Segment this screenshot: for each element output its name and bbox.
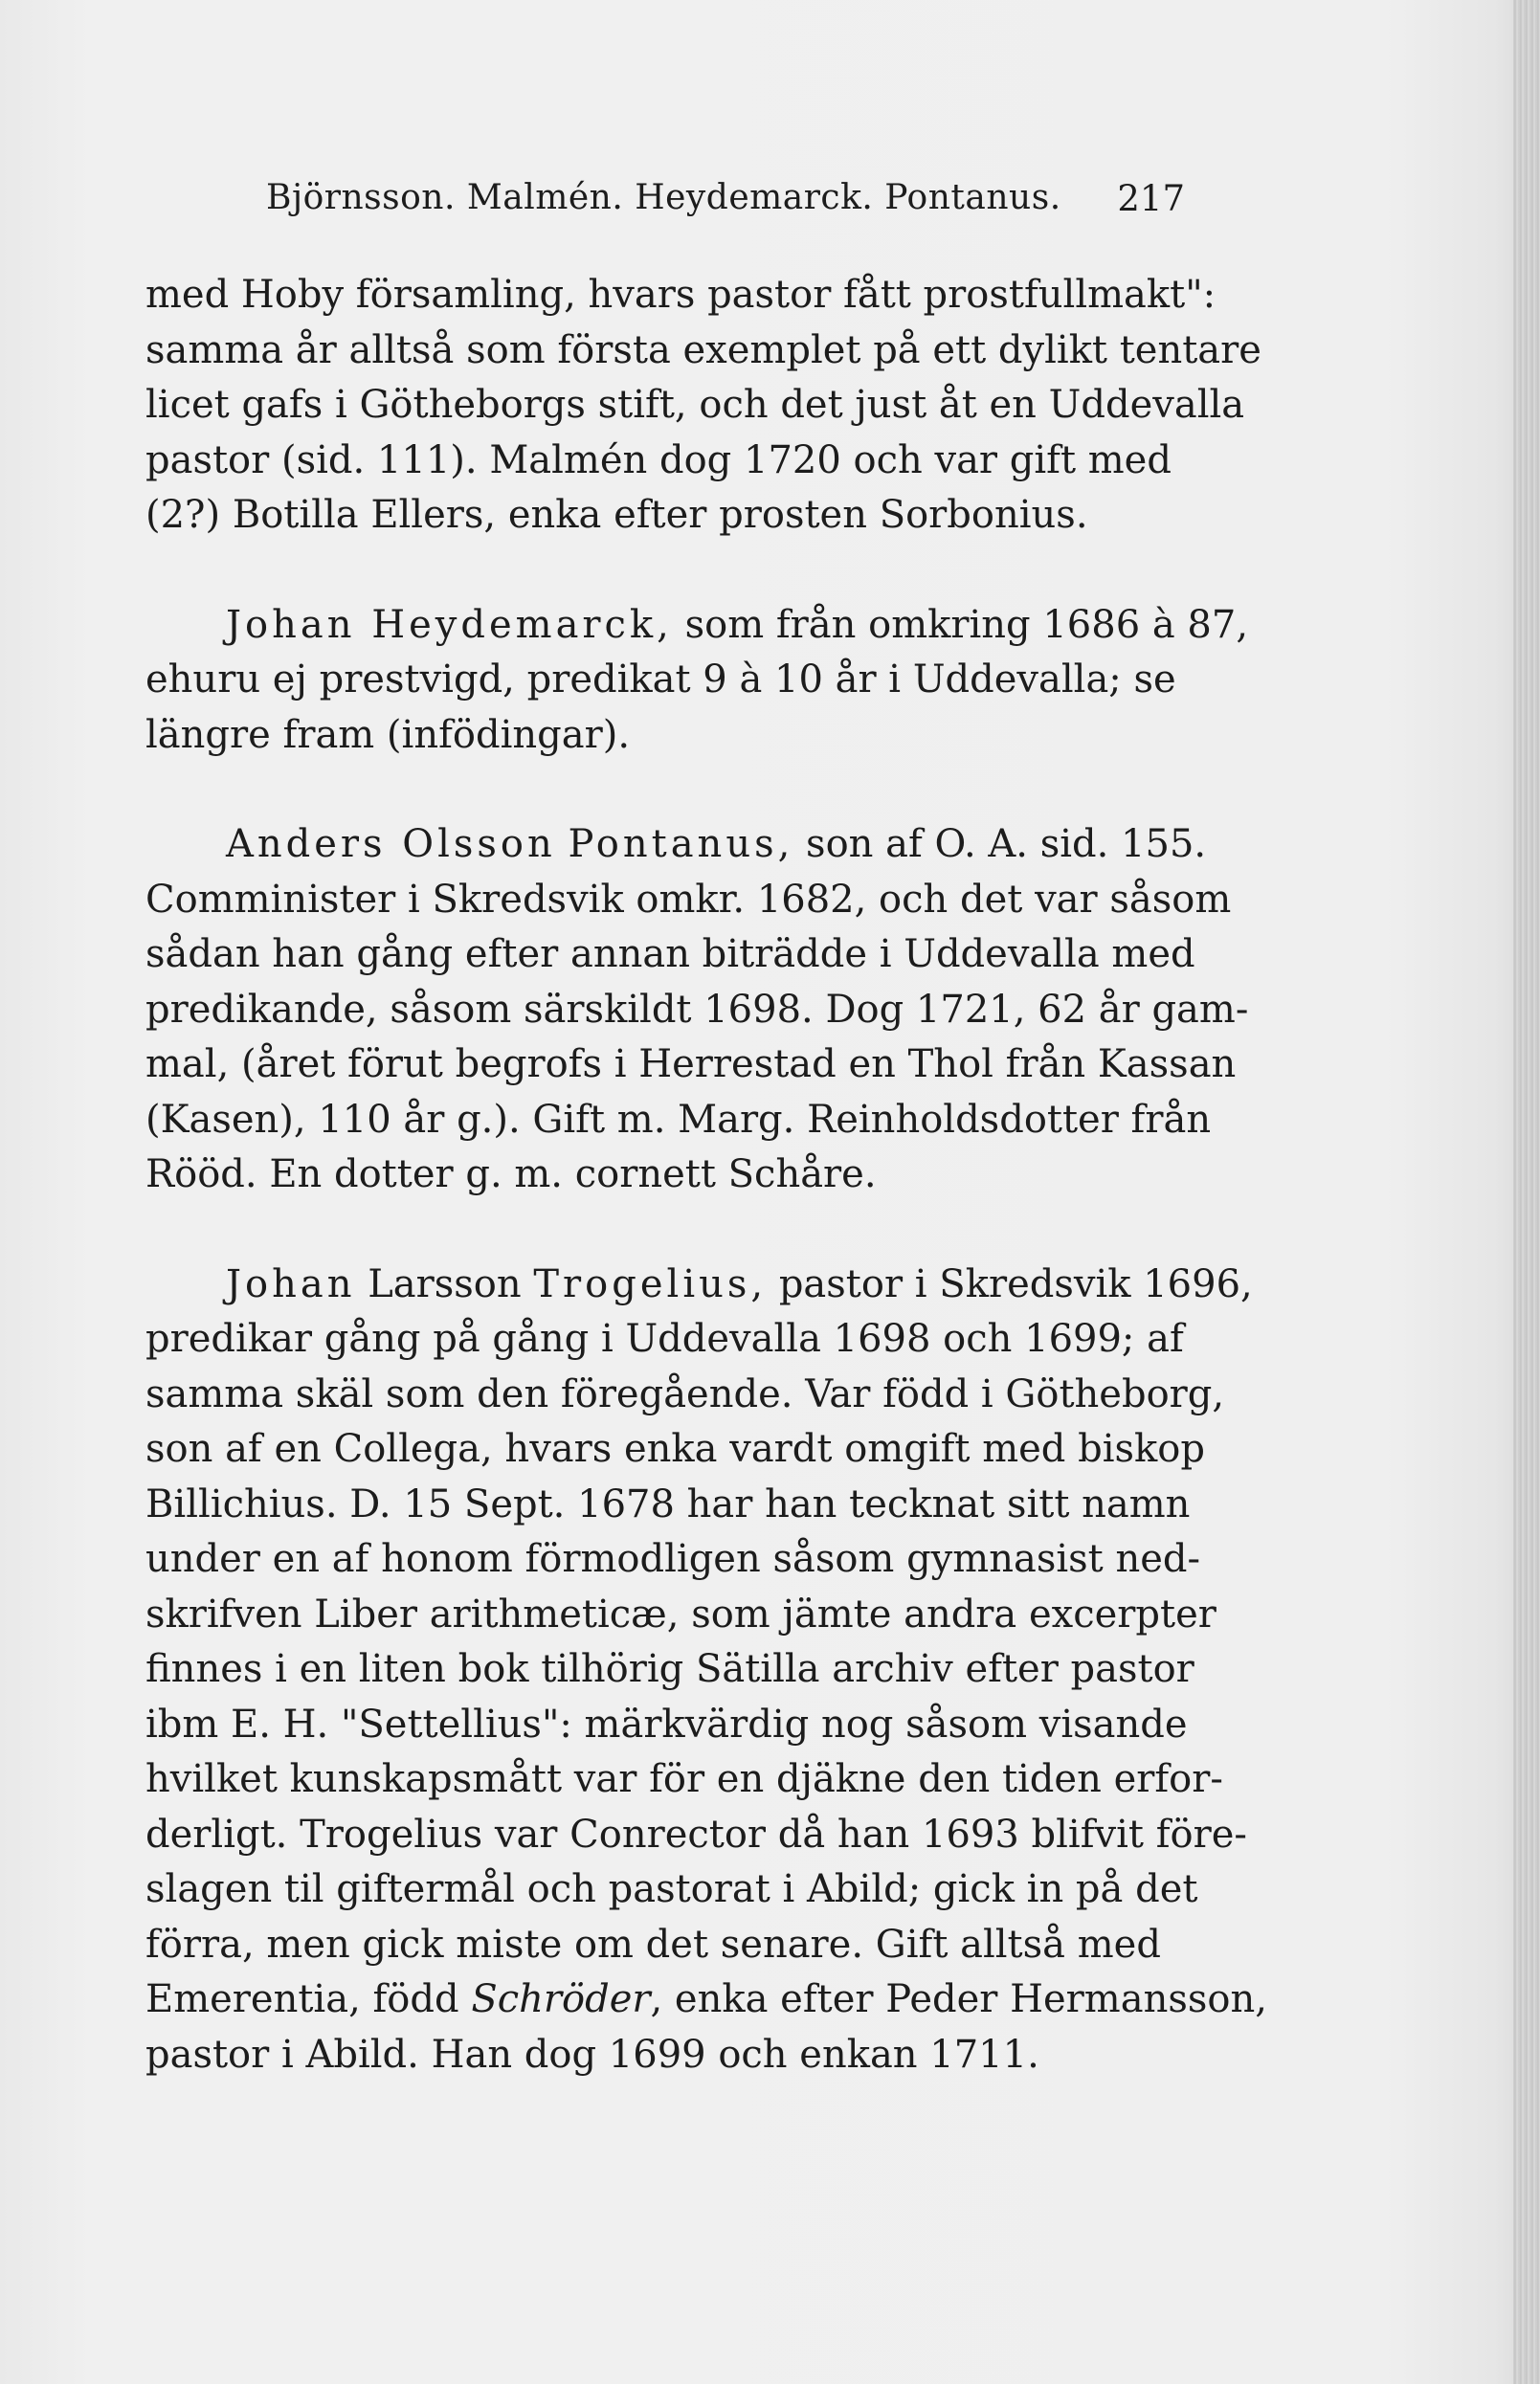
text-line	[145, 598, 1249, 654]
text-line: med Hoby församling, hvars pastor fått prostfullmakt":	[145, 273, 1216, 317]
text-line: Comminister i Skredsvik omkr. 1682, och det var såsom	[145, 877, 1232, 922]
text-line	[145, 817, 1207, 873]
text-line: längre fram (infödingar).	[145, 712, 631, 757]
text-line: hvilket kunskapsmått var för en djäkne den tiden erfor-	[145, 1757, 1223, 1801]
text-line: pastor i Abild. Han dog 1699 och enkan 1711.	[145, 2032, 1039, 2077]
text-line: sådan han gång efter annan biträdde i Uddevalla med	[145, 932, 1195, 976]
text-line: derligt. Trogelius var Conrector då han 1693 blifvit före-	[145, 1812, 1247, 1857]
text-line: son af en Collega, hvars enka vardt omgift med biskop	[145, 1427, 1205, 1471]
text-line: licet gafs i Götheborgs stift, och det just åt en Uddevalla	[145, 383, 1245, 427]
text-line: (Kasen), 110 år g.). Gift m. Marg. Reinholdsdotter från	[145, 1097, 1212, 1142]
text-line: ehuru ej prestvigd, predikat 9 à 10 år i Uddevalla; se	[145, 657, 1176, 702]
text-line: Rööd. En dotter g. m. cornett Schåre.	[145, 1152, 877, 1196]
entry-name-first: Anders Olsson	[226, 822, 556, 866]
text-line: ibm E. H. "Settellius": märkvärdig nog såsom visande	[145, 1702, 1188, 1747]
text-segment: , enka efter Peder Hermansson,	[650, 1977, 1267, 2021]
italic-surname: Schröder	[471, 1977, 651, 2021]
text-line: samma skäl som den föregående. Var född i Götheborg,	[145, 1371, 1225, 1416]
text-line: slagen til giftermål och pastorat i Abild; gick in på det	[145, 1867, 1198, 1911]
entry-name: Johan Heydemarck,	[226, 602, 673, 647]
entry-first-line: son af O. A. sid. 155.	[793, 822, 1207, 866]
text-line	[145, 1972, 1267, 2028]
book-binding-edge	[1513, 0, 1540, 2384]
text-line: finnes i en liten bok tilhörig Sätilla archiv efter pastor	[145, 1647, 1194, 1691]
text-segment: Emerentia, född	[145, 1977, 472, 2021]
entry-name-middle: Larsson	[355, 1261, 534, 1306]
text-line: samma år alltså som första exemplet på ett dylikt tentare	[145, 327, 1261, 372]
body-text	[145, 268, 1267, 2137]
paragraph-heydemarck	[145, 598, 1249, 764]
text-line: under en af honom förmodligen såsom gymnasist ned-	[145, 1537, 1201, 1581]
paragraph-trogelius	[145, 1258, 1267, 2083]
running-head: Björnsson. Malmén. Heydemarck. Pontanus.	[266, 178, 1061, 217]
text-line: predikande, såsom särskildt 1698. Dog 1721, 62 år gam-	[145, 987, 1249, 1032]
text-line: förra, men gick miste om det senare. Gift alltså med	[145, 1922, 1161, 1967]
text-line	[145, 1258, 1253, 1313]
entry-first-line: som från omkring 1686 à 87,	[672, 602, 1249, 647]
entry-first-line: pastor i Skredsvik 1696,	[767, 1261, 1253, 1306]
text-line: skrifven Liber arithmeticæ, som jämte andra excerpter	[145, 1592, 1216, 1637]
text-line: (2?) Botilla Ellers, enka efter prosten Sorbonius.	[145, 493, 1088, 537]
paragraph-pontanus	[145, 817, 1249, 1203]
entry-name-first: Johan	[226, 1261, 356, 1306]
paragraph-malmen	[145, 268, 1261, 544]
text-line: pastor (sid. 111). Malmén dog 1720 och var gift med	[145, 437, 1172, 482]
text-line: Billichius. D. 15 Sept. 1678 har han tecknat sitt namn	[145, 1482, 1191, 1526]
text-line: mal, (året förut begrofs i Herrestad en Thol från Kassan	[145, 1042, 1237, 1086]
page-number: 217	[1117, 178, 1185, 219]
entry-name-surname: Pontanus,	[568, 822, 794, 866]
entry-name-surname: Trogelius,	[533, 1261, 768, 1306]
text-line: predikar gång på gång i Uddevalla 1698 och 1699; af	[145, 1317, 1184, 1361]
